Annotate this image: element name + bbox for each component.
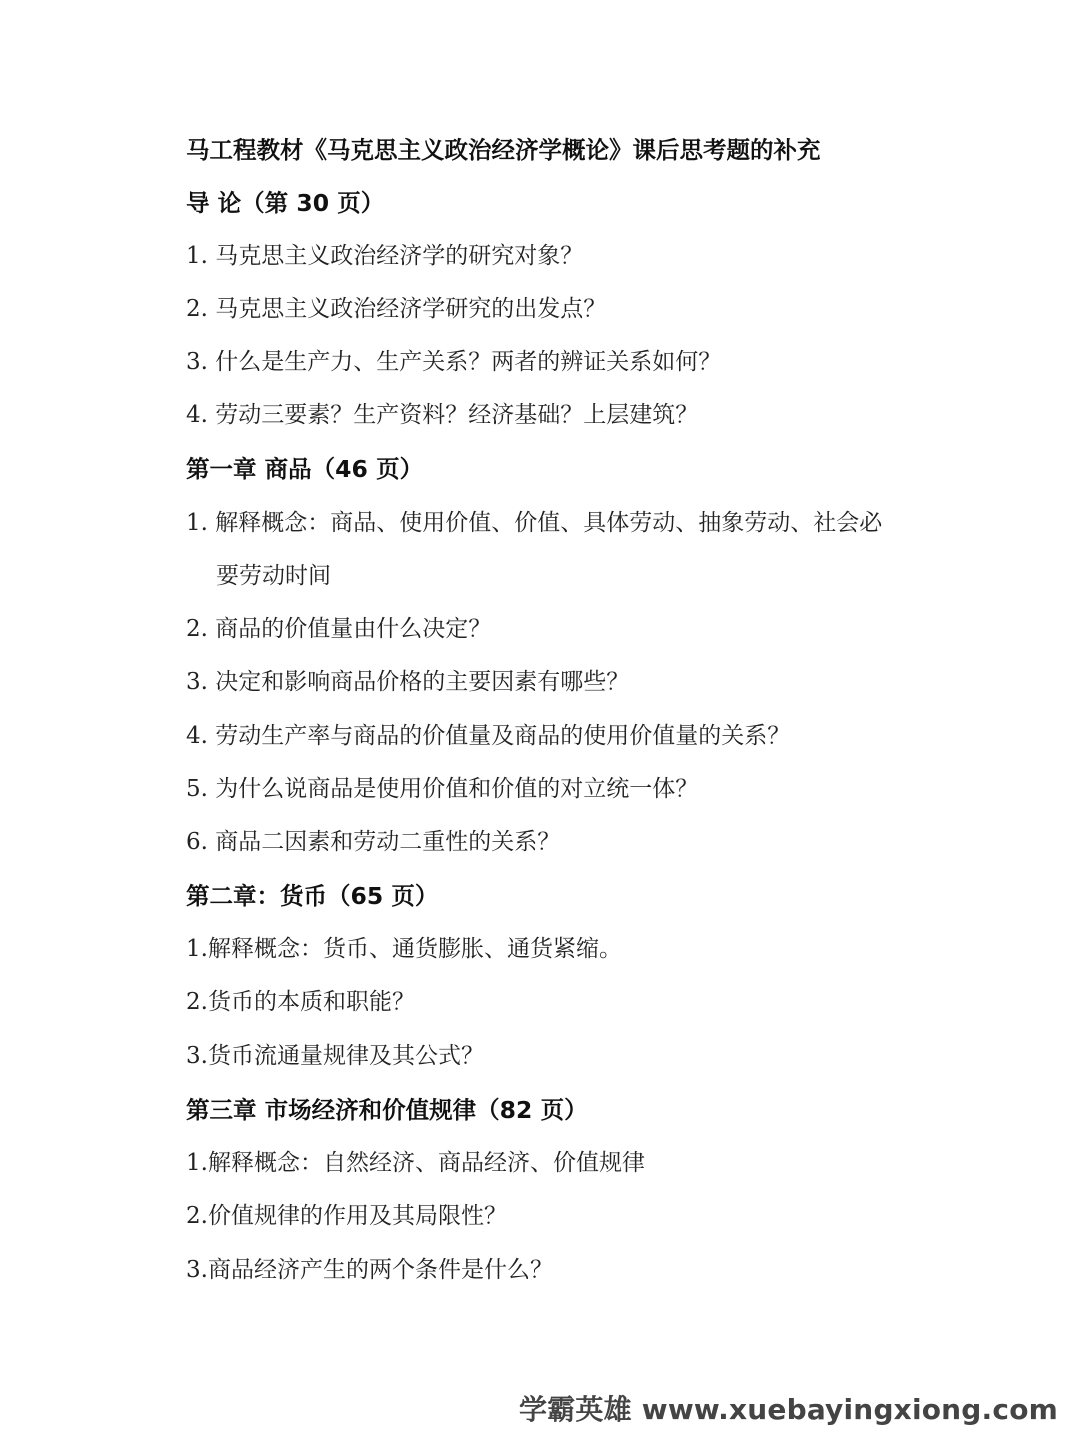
list-item: 6. 商品二因素和劳动二重性的关系？ xyxy=(186,829,561,855)
list-item: 2. 商品的价值量由什么决定？ xyxy=(186,616,492,642)
list-item: 1. 解释概念：商品、使用价值、价值、具体劳动、抽象劳动、社会必 xyxy=(186,510,883,536)
section-heading-chapter-1: 第一章 商品（46 页） xyxy=(186,455,424,483)
list-item-continuation: 要劳动时间 xyxy=(216,563,331,589)
list-item: 2.货币的本质和职能？ xyxy=(186,989,415,1015)
list-item: 2.价值规律的作用及其局限性？ xyxy=(186,1203,507,1229)
list-item: 3.货币流通量规律及其公式？ xyxy=(186,1043,484,1069)
list-item: 1.解释概念：货币、通货膨胀、通货紧缩。 xyxy=(186,936,622,962)
section-heading-intro: 导 论（第 30 页） xyxy=(186,189,385,217)
list-item: 1. 马克思主义政治经济学的研究对象？ xyxy=(186,243,584,269)
list-item: 3. 什么是生产力、生产关系？两者的辨证关系如何？ xyxy=(186,349,722,375)
list-item: 3.商品经济产生的两个条件是什么？ xyxy=(186,1257,553,1283)
list-item: 2. 马克思主义政治经济学研究的出发点？ xyxy=(186,296,607,322)
watermark: 学霸英雄 www.xuebayingxiong.com xyxy=(519,1393,1058,1426)
document-title: 马工程教材《马克思主义政治经济学概论》课后思考题的补充 xyxy=(186,136,821,164)
section-heading-chapter-2: 第二章：货币（65 页） xyxy=(186,882,439,910)
list-item: 4. 劳动三要素？生产资料？经济基础？上层建筑？ xyxy=(186,402,699,428)
list-item: 4. 劳动生产率与商品的价值量及商品的使用价值量的关系？ xyxy=(186,723,791,749)
list-item: 3. 决定和影响商品价格的主要因素有哪些？ xyxy=(186,669,630,695)
section-heading-chapter-3: 第三章 市场经济和价值规律（82 页） xyxy=(186,1096,588,1124)
list-item: 5. 为什么说商品是使用价值和价值的对立统一体？ xyxy=(186,776,699,802)
list-item: 1.解释概念：自然经济、商品经济、价值规律 xyxy=(186,1150,645,1176)
